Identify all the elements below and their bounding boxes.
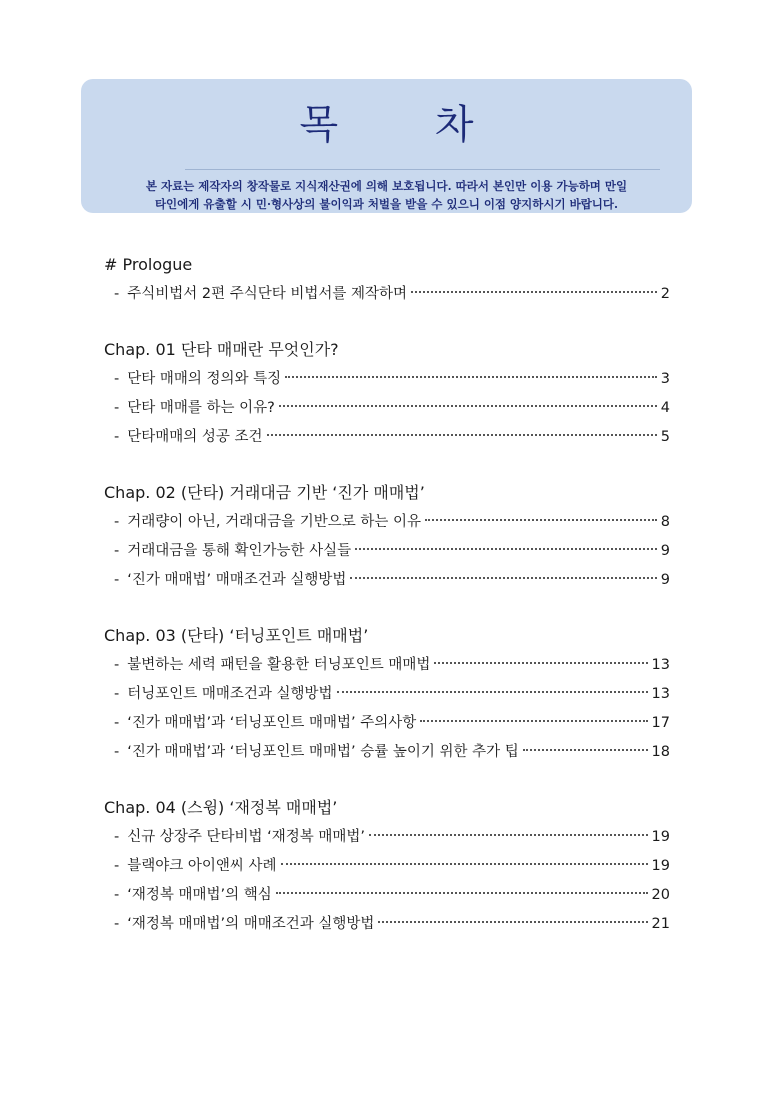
toc-entry-page-number: 17 (651, 715, 670, 731)
toc-entry-label: 주식비법서 2편 주식단타 비법서를 제작하며 (127, 286, 408, 302)
dot-leader (425, 519, 657, 521)
toc-entry[interactable] (104, 394, 670, 423)
toc-entry-dash: - (114, 429, 120, 445)
toc-section-chap-01 (104, 335, 670, 452)
toc-entry-label: ‘재정복 매매법’의 매매조건과 실행방법 (127, 916, 375, 932)
dot-leader (350, 577, 656, 579)
toc-entry-page-number: 9 (660, 572, 670, 588)
toc-entry[interactable] (104, 709, 670, 738)
toc-section-heading[interactable]: Chap. 02 (단타) 거래대금 기반 ‘진가 매매법’ (104, 483, 425, 502)
toc-entry-page-number: 18 (651, 744, 670, 760)
toc-entry-dash: - (114, 286, 120, 302)
toc-entry-dash: - (114, 744, 120, 760)
title-banner (81, 79, 692, 213)
toc-entry[interactable] (104, 365, 670, 394)
toc-entry-label: 단타 매매를 하는 이유? (127, 400, 275, 416)
toc-entry-page-number: 13 (651, 686, 670, 702)
copyright-notice-line-1: 본 자료는 제작자의 창작물로 지식재산권에 의해 보호됩니다. 따라서 본인만 이용 가능하며 만일 (145, 179, 628, 193)
toc-entry-page-number: 13 (651, 657, 670, 673)
toc-entry-dash: - (114, 887, 120, 903)
toc-entry[interactable] (104, 680, 670, 709)
copyright-notice-line-2: 타인에게 유출할 시 민·형사상의 불이익과 처벌을 받을 수 있으니 이점 양지하시기 바랍니다. (154, 197, 619, 211)
toc-entry-label: 신규 상장주 단타비법 ‘재정복 매매법’ (127, 829, 365, 845)
toc-entry-dash: - (114, 916, 120, 932)
dot-leader (276, 892, 648, 894)
toc-entry-dash: - (114, 686, 120, 702)
toc-entry-label: 단타 매매의 정의와 특징 (127, 371, 282, 387)
dot-leader (285, 376, 657, 378)
toc-section-chap-03 (104, 621, 670, 767)
toc-entry-label: ‘진가 매매법’과 ‘터닝포인트 매매법’ 주의사항 (127, 715, 417, 731)
toc-entry-dash: - (114, 829, 120, 845)
copyright-notice (91, 177, 682, 213)
toc-entry-dash: - (114, 858, 120, 874)
dot-leader (523, 749, 648, 751)
toc-entry-page-number: 2 (660, 286, 670, 302)
toc-section-heading[interactable]: Chap. 04 (스윙) ‘재정복 매매법’ (104, 798, 338, 817)
toc-section-heading[interactable]: # Prologue (104, 255, 193, 274)
dot-leader (337, 691, 648, 693)
toc-entry-page-number: 19 (651, 858, 670, 874)
toc-entry[interactable] (104, 423, 670, 452)
dot-leader (355, 548, 657, 550)
toc-section-heading[interactable]: Chap. 03 (단타) ‘터닝포인트 매매법’ (104, 626, 369, 645)
toc-entry-page-number: 20 (651, 887, 670, 903)
toc-section-chap-04 (104, 793, 670, 939)
dot-leader (434, 662, 647, 664)
dot-leader (378, 921, 647, 923)
dot-leader (267, 434, 657, 436)
dot-leader (281, 863, 648, 865)
toc-entry-label: 불변하는 세력 패턴을 활용한 터닝포인트 매매법 (127, 657, 431, 673)
dot-leader (420, 720, 647, 722)
toc-entry[interactable] (104, 566, 670, 595)
toc-entry[interactable] (104, 280, 670, 309)
toc-entry-dash: - (114, 543, 120, 559)
toc-section-prologue (104, 250, 670, 309)
toc-entry-dash: - (114, 400, 120, 416)
toc-entry-label: ‘재정복 매매법’의 핵심 (127, 887, 272, 903)
section-spacer (104, 309, 670, 335)
section-spacer (104, 595, 670, 621)
title-divider (185, 169, 660, 170)
toc-entry-dash: - (114, 371, 120, 387)
page-title: 목 차 (299, 102, 516, 148)
toc-entry[interactable] (104, 910, 670, 939)
toc-entry[interactable] (104, 508, 670, 537)
toc-entry-page-number: 21 (651, 916, 670, 932)
toc-entry-label: 터닝포인트 매매조건과 실행방법 (127, 686, 333, 702)
toc-entry[interactable] (104, 738, 670, 767)
toc-entry-page-number: 9 (660, 543, 670, 559)
section-spacer (104, 452, 670, 478)
dot-leader (411, 291, 657, 293)
toc-entry-label: ‘진가 매매법’ 매매조건과 실행방법 (127, 572, 347, 588)
toc-entry-dash: - (114, 657, 120, 673)
toc-entry[interactable] (104, 537, 670, 566)
toc-entry-dash: - (114, 514, 120, 530)
table-of-contents (104, 250, 670, 939)
toc-entry-label: 블랙야크 아이앤씨 사례 (127, 858, 277, 874)
toc-entry-dash: - (114, 572, 120, 588)
toc-entry[interactable] (104, 823, 670, 852)
toc-entry-dash: - (114, 715, 120, 731)
dot-leader (369, 834, 648, 836)
toc-section-heading[interactable]: Chap. 01 단타 매매란 무엇인가? (104, 340, 339, 359)
toc-section-chap-02 (104, 478, 670, 595)
toc-entry-page-number: 4 (660, 400, 670, 416)
toc-entry-label: 거래대금을 통해 확인가능한 사실들 (127, 543, 352, 559)
toc-entry-label: 거래량이 아닌, 거래대금을 기반으로 하는 이유 (127, 514, 422, 530)
toc-entry[interactable] (104, 852, 670, 881)
toc-entry-page-number: 3 (660, 371, 670, 387)
toc-entry-page-number: 19 (651, 829, 670, 845)
section-spacer (104, 767, 670, 793)
toc-entry-label: ‘진가 매매법’과 ‘터닝포인트 매매법’ 승률 높이기 위한 추가 팁 (127, 744, 519, 760)
toc-entry-page-number: 5 (660, 429, 670, 445)
toc-entry-label: 단타매매의 성공 조건 (127, 429, 263, 445)
dot-leader (279, 405, 657, 407)
toc-entry[interactable] (104, 651, 670, 680)
toc-entry[interactable] (104, 881, 670, 910)
toc-entry-page-number: 8 (660, 514, 670, 530)
